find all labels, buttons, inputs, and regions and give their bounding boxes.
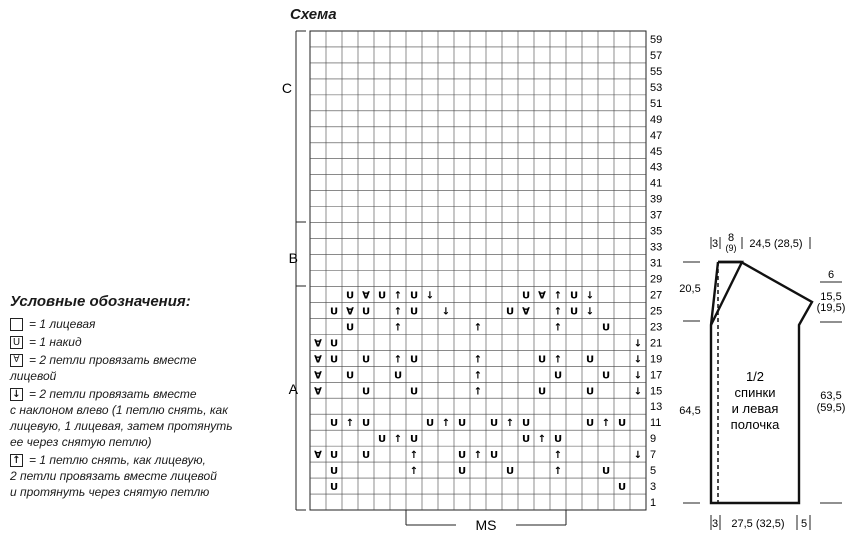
row-number: 17 xyxy=(650,369,663,382)
row-number: 43 xyxy=(650,161,663,174)
dim-bottom-right: 5 xyxy=(800,518,808,530)
row-number: 13 xyxy=(650,401,663,414)
stitch-symbol: U xyxy=(537,386,547,398)
row-number: 53 xyxy=(650,81,663,94)
stitch-symbol: U xyxy=(457,450,467,462)
stitch-symbol: U xyxy=(585,386,595,398)
stitch-symbol: U xyxy=(361,386,371,398)
stitch-symbol: ↑ xyxy=(553,322,563,334)
row-number: 25 xyxy=(650,305,663,318)
row-number: 37 xyxy=(650,209,663,222)
stitch-symbol: U xyxy=(553,434,563,446)
stitch-symbol: U xyxy=(329,418,339,430)
row-number: 5 xyxy=(650,465,657,478)
stitch-symbol: U xyxy=(457,418,467,430)
stitch-symbol: ↑ xyxy=(393,354,403,366)
stitch-symbol: U xyxy=(489,418,499,430)
stitch-symbol: U xyxy=(601,370,611,382)
stitch-symbol: U xyxy=(345,370,355,382)
stitch-symbol: ↑ xyxy=(409,466,419,478)
row-number: 33 xyxy=(650,241,663,254)
row-number: 39 xyxy=(650,193,663,206)
stitch-symbol: U xyxy=(489,450,499,462)
stitch-symbol: U xyxy=(505,466,515,478)
dim-right-mid: 15,5 xyxy=(820,291,842,303)
stitch-symbol: U xyxy=(329,354,339,366)
stitch-symbol: ↑ xyxy=(553,450,563,462)
stitch-symbol: ↑ xyxy=(473,322,483,334)
stitch-symbol: ↑ xyxy=(393,306,403,318)
dim-top-neck: 8 xyxy=(727,232,735,244)
stitch-symbol: U xyxy=(329,482,339,494)
legend-title: Условные обозначения: xyxy=(10,293,191,310)
stitch-symbol: ↑ xyxy=(441,418,451,430)
dim-left-upper: 20,5 xyxy=(679,283,701,295)
row-number: 9 xyxy=(650,433,657,446)
stitch-symbol: U xyxy=(521,290,531,302)
stitch-symbol: U xyxy=(393,370,403,382)
arrow-down-icon: ↓ xyxy=(10,388,23,401)
stitch-symbol: U xyxy=(409,386,419,398)
yarn-over-icon: U xyxy=(10,336,23,349)
stitch-symbol: ∀ xyxy=(314,386,322,398)
stitch-symbol: U xyxy=(361,354,371,366)
legend-yo: U = 1 накид xyxy=(10,334,270,350)
stitch-symbol: U xyxy=(377,434,387,446)
dim-top-shoulder: 24,5 (28,5) xyxy=(749,238,803,250)
stitch-symbol: ↑ xyxy=(345,418,355,430)
stitch-symbol: U xyxy=(377,290,387,302)
dim-left-lower: 64,5 xyxy=(679,405,701,417)
row-number: 27 xyxy=(650,289,663,302)
stitch-symbol: ∀ xyxy=(362,290,370,302)
stitch-symbol: ↑ xyxy=(393,434,403,446)
section-bracket-b xyxy=(289,222,306,286)
stitch-symbol: U xyxy=(585,418,595,430)
stitch-symbol: U xyxy=(409,290,419,302)
stitch-symbol: U xyxy=(361,418,371,430)
row-number: 57 xyxy=(650,49,663,62)
row-number: 35 xyxy=(650,225,663,238)
row-number: 41 xyxy=(650,177,663,190)
stitch-symbol: ↓ xyxy=(441,306,451,318)
legend-ssk: ↓ = 2 петли провязать вместе с наклоном влево (1 петлю снять, как лицевую, 1 лицевая, затем протянуть ее через снятую петлю) xyxy=(10,387,233,449)
stitch-symbol: ↓ xyxy=(585,306,595,318)
row-number: 29 xyxy=(650,273,663,286)
legend-sk2p: ↑ = 1 петлю снять, как лицевую, 2 петли провязать вместе лицевой и протянуть через снятую петлю xyxy=(10,453,217,499)
row-number: 21 xyxy=(650,337,663,350)
stitch-symbol: U xyxy=(361,306,371,318)
stitch-symbol: ↑ xyxy=(601,418,611,430)
stitch-symbol: ↑ xyxy=(409,450,419,462)
dim-right-top: 6 xyxy=(827,269,835,281)
stitch-symbol: ∀ xyxy=(314,354,322,366)
stitch-symbol: U xyxy=(617,482,627,494)
stitch-symbol: ∀ xyxy=(314,450,322,462)
schematic-label-line2: спинки xyxy=(734,385,776,400)
stitch-symbol: ∀ xyxy=(538,290,546,302)
stitch-symbol: U xyxy=(521,434,531,446)
stitch-symbol: U xyxy=(457,466,467,478)
row-number: 11 xyxy=(650,417,662,430)
legend-k2tog: ∀ = 2 петли провязать вместе лицевой xyxy=(10,353,197,383)
row-number: 23 xyxy=(650,321,663,334)
stitch-symbol: U xyxy=(345,290,355,302)
stitch-symbol: U xyxy=(409,434,419,446)
stitch-symbol: ↑ xyxy=(553,354,563,366)
stitch-symbol: ↑ xyxy=(537,434,547,446)
schematic-label-line1: 1/2 xyxy=(745,369,765,384)
section-label-a: A xyxy=(288,381,298,397)
dim-right-lower: 63,5 xyxy=(820,390,842,402)
row-number: 49 xyxy=(650,113,663,126)
stitch-symbol: ↓ xyxy=(633,338,643,350)
stitch-symbol: U xyxy=(409,354,419,366)
stitch-symbol: U xyxy=(553,370,563,382)
row-number: 59 xyxy=(650,33,663,46)
stitch-symbol: U xyxy=(425,418,435,430)
stitch-symbol: ↓ xyxy=(633,370,643,382)
dim-top-neck-alt: (9) xyxy=(725,243,737,253)
stitch-symbol: ↑ xyxy=(553,466,563,478)
k2tog-icon: ∀ xyxy=(10,354,23,367)
stitch-symbol: U xyxy=(329,466,339,478)
stitch-symbol: ↓ xyxy=(633,450,643,462)
arrow-up-icon: ↑ xyxy=(10,454,23,467)
row-number: 31 xyxy=(650,257,663,270)
stitch-symbol: ↓ xyxy=(585,290,595,302)
stitch-symbol: U xyxy=(569,306,579,318)
stitch-symbol: U xyxy=(361,450,371,462)
stitch-symbol: ↑ xyxy=(553,306,563,318)
stitch-symbol: ↑ xyxy=(473,354,483,366)
row-number: 7 xyxy=(650,449,657,462)
stitch-symbol: U xyxy=(521,418,531,430)
row-number: 15 xyxy=(650,385,663,398)
stitch-symbol: U xyxy=(601,322,611,334)
row-number: 3 xyxy=(650,481,657,494)
stitch-symbol: U xyxy=(617,418,627,430)
dim-right-mid-alt: (19,5) xyxy=(816,302,846,314)
stitch-symbol: ∀ xyxy=(314,370,322,382)
schematic-label-line3: и левая xyxy=(731,401,779,416)
stitch-symbol: U xyxy=(601,466,611,478)
garment-schematic xyxy=(679,232,845,530)
stitch-symbol: U xyxy=(537,354,547,366)
section-bracket-c xyxy=(282,31,306,222)
section-bracket-a xyxy=(289,286,306,510)
row-number: 47 xyxy=(650,129,663,142)
stitch-symbol: U xyxy=(329,450,339,462)
stitch-symbol: U xyxy=(585,354,595,366)
stitch-symbol: ↑ xyxy=(505,418,515,430)
stitch-symbol: ∀ xyxy=(314,338,322,350)
stitch-symbol: U xyxy=(569,290,579,302)
stitch-symbol: ↑ xyxy=(393,322,403,334)
dim-bottom-mid: 27,5 (32,5) xyxy=(731,518,785,530)
stitch-symbol: ↓ xyxy=(425,290,435,302)
section-label-c: C xyxy=(281,80,292,96)
ms-label: MS xyxy=(475,517,497,533)
ms-repeat-bracket xyxy=(406,510,566,533)
row-number: 55 xyxy=(650,65,663,78)
stitch-symbol: ↑ xyxy=(473,386,483,398)
stitch-symbol: U xyxy=(329,306,339,318)
stitch-symbol: ↑ xyxy=(393,290,403,302)
stitch-symbol: ↑ xyxy=(473,450,483,462)
section-label-b: B xyxy=(288,250,298,266)
stitch-symbol: U xyxy=(409,306,419,318)
row-number: 45 xyxy=(650,145,663,158)
stitch-symbol: ∀ xyxy=(346,306,354,318)
stitch-symbol: U xyxy=(345,322,355,334)
row-number: 19 xyxy=(650,353,663,366)
row-number: 1 xyxy=(650,497,657,510)
chart-title: Схема xyxy=(290,6,337,23)
knit-symbol-icon xyxy=(10,318,23,331)
stitch-symbol: U xyxy=(329,338,339,350)
stitch-symbol: ∀ xyxy=(522,306,530,318)
stitch-symbol: ↓ xyxy=(633,354,643,366)
stitch-symbol: ↑ xyxy=(553,290,563,302)
stitch-symbol: ↓ xyxy=(633,386,643,398)
dim-right-lower-alt: (59,5) xyxy=(816,402,846,414)
stitch-symbol: ↑ xyxy=(473,370,483,382)
row-number: 51 xyxy=(650,97,663,110)
legend xyxy=(10,294,270,502)
legend-knit: = 1 лицевая xyxy=(10,316,270,332)
dim-bottom-left: 3 xyxy=(711,518,719,530)
dim-top-left: 3 xyxy=(711,238,719,250)
schematic-label-line4: полочка xyxy=(730,417,780,432)
stitch-symbol: U xyxy=(505,306,515,318)
